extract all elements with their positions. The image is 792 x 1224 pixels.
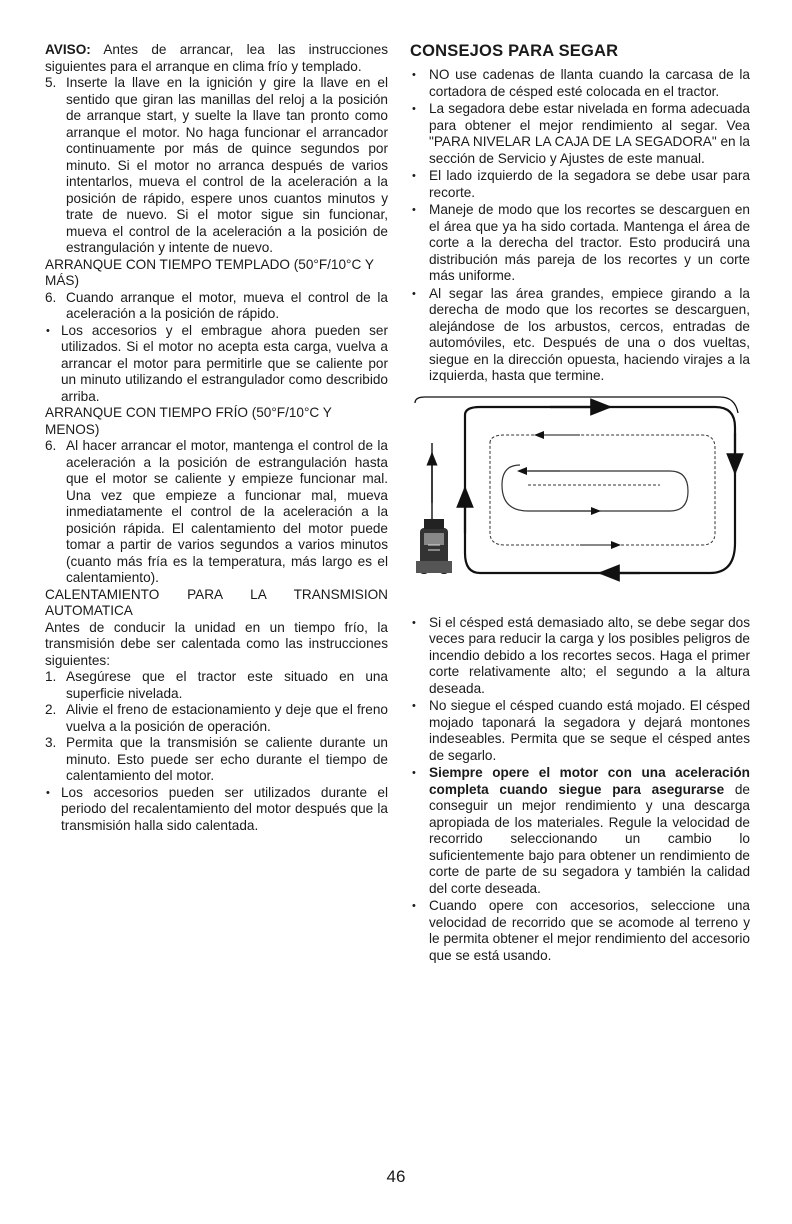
- bullet-dot: •: [412, 616, 416, 629]
- step-5: [45, 75, 388, 257]
- bullet-dot: •: [412, 900, 416, 912]
- tip-text: Maneje de modo que los recortes se descarguen en el área que ya ha sido cortada. Mantenga el área de corte a la derecha del tractor. Esto producirá una distribución más pareja de los recortes y un corte más uniforme.: [429, 202, 750, 283]
- tip-text: [429, 765, 750, 897]
- outer-path: [465, 407, 735, 573]
- tip-text: El lado izquierdo de la segadora se debe usar para recorte.: [429, 168, 750, 200]
- page-number: 46: [386, 1167, 406, 1186]
- bullet-dot: •: [412, 69, 416, 81]
- trans-step-1: [45, 669, 388, 702]
- aviso-text: Antes de arrancar, lea las instrucciones siguientes para el arranque en clima frío y templado.: [45, 42, 388, 74]
- step-text: Alivie el freno de estacionamiento y deje que el freno vuelva a la posición de operación.: [66, 702, 388, 734]
- step-number: 1.: [45, 669, 57, 684]
- step-text: Inserte la llave en la ignición y gire la llave en el sentido que giran las manillas del reloj a la posición de arranque start, y suelte la llave tan pronto como arranque el motor. No haga funcionar el arrancador continuamente por más de quince segundos por minuto. Si el motor no arranca después de varios intentarlos, mueva el control de la aceleración a la posición de rápido, espere unos cuantos minutos y trate de nuevo. Si el motor sigue sin funcionar, mueva el control de la aceleración a la posición de estrangulación y intente de nuevo.: [66, 75, 388, 255]
- inner-ring: [502, 465, 688, 511]
- step-number: 5.: [45, 75, 57, 90]
- bullet-text: Los accesorios pueden ser utilizados durante el periodo del recalentamiento del motor después que la transmisión halla sido calentada.: [61, 784, 388, 833]
- tip-bullet: [410, 765, 750, 897]
- tip-bullet: [410, 698, 750, 764]
- left-column: [45, 42, 388, 834]
- step-number: 6.: [45, 289, 57, 305]
- tip-strong-text: Siempre opere el motor con una aceleración completa cuando siegue para asegurarse: [429, 765, 750, 797]
- trans-step-3: [45, 735, 388, 785]
- step-number: 6.: [45, 438, 57, 453]
- bullet-dot: •: [412, 204, 416, 216]
- bullet-dot: •: [46, 324, 50, 337]
- tip-rest-text: de conseguir un mejor rendimiento y una descarga apropiada de los materiales. Regule la velocidad de recorrido seleccionando un cambio lo suficientemente bajo para obtener un rendimiento de corte de parte de su segadora y también la calidad del corte deseada.: [429, 781, 750, 896]
- step-6-cold: [45, 438, 388, 587]
- step-text: Cuando arranque el motor, mueva el control de la aceleración a la posición de rápido.: [66, 289, 388, 321]
- tip-bullet: [410, 615, 750, 698]
- heading-cold-start: ARRANQUE CON TIEMPO FRÍO (50°F/10°C Y MENOS): [45, 405, 332, 437]
- tip-bullet: [410, 286, 750, 385]
- bullet-trans-accessories: [45, 785, 388, 835]
- tractor-illustration: [416, 519, 452, 574]
- tip-bullet: [410, 168, 750, 201]
- tip-bullet: [410, 67, 750, 100]
- mowing-pattern-diagram: [410, 393, 750, 608]
- bullet-dot: •: [412, 767, 416, 779]
- aviso-paragraph: [45, 42, 388, 75]
- bullet-warm-accessories: [45, 323, 388, 406]
- step-number: 2.: [45, 702, 57, 717]
- step-text: Permita que la transmisión se caliente durante un minuto. Esto puede ser echo durante el tiempo de calentamiento del motor.: [66, 735, 388, 783]
- bullet-text: Los accesorios y el embrague ahora pueden ser utilizados. Si el motor no acepta esta carga, vuelva a arrancar el motor para permitirle que se caliente por un minuto utilizando el estrangulador como describido arriba.: [61, 322, 388, 404]
- trans-step-2: [45, 702, 388, 735]
- aviso-label: AVISO:: [45, 42, 91, 57]
- step-text: Al hacer arrancar el motor, mantenga el control de la aceleración a la posición de estrangulación hasta que el motor se caliente y empieze funcionar mal. Una vez que empieze a funcionar mal, mueva inmediatamente el control de la aceleración a la posición rápida. El calentamiento del motor puede tomar a partir de varios segundos a varios minutos (cuanto más fría es la temperatura, más largo es el calentamiento).: [66, 438, 388, 585]
- heading-warm-start: ARRANQUE CON TIEMPO TEMPLADO (50°F/10°C Y MÁS): [45, 256, 374, 288]
- tip-text: NO use cadenas de llanta cuando la carcasa de la cortadora de césped esté colocada en el tractor.: [429, 67, 750, 99]
- bullet-dot: •: [412, 700, 416, 712]
- mowing-pattern-svg: [410, 393, 750, 608]
- tip-text: Al segar las área grandes, empiece girando a la derecha de modo que los recortes se descarguen, alejándose de los arbustos, cercos, entradas de automóviles, etc. Después de una o dos vueltas, siegue en la dirección opuesta, haciendo virajes a la izquierda, hasta que termine.: [429, 285, 750, 383]
- tip-text: No siegue el césped cuando está mojado. El césped mojado taponará la segadora y dejará montones indeseables. Permita que se seque el césped antes de segarlo.: [429, 698, 750, 763]
- section-title: CONSEJOS PARA SEGAR: [410, 42, 619, 60]
- tip-bullet: [410, 202, 750, 285]
- step-text: Asegúrese que el tractor este situado en una superficie nivelada.: [66, 669, 388, 701]
- right-column: [410, 42, 750, 965]
- transmission-intro: Antes de conducir la unidad en un tiempo frío, la transmisión debe ser calentada como las instrucciones siguientes:: [45, 619, 388, 668]
- heading-transmission: CALENTAMIENTO PARA LA TRANSMISION AUTOMATICA: [45, 586, 388, 618]
- step-6-warm: [45, 290, 388, 323]
- bullet-dot: •: [412, 170, 416, 182]
- second-ring: [490, 435, 715, 545]
- step-number: 3.: [45, 735, 57, 750]
- tip-text: La segadora debe estar nivelada en forma adecuada para obtener el mejor rendimiento al segar. Vea "PARA NIVELAR LA CAJA DE LA SEGADORA" en la sección de Servicio y Ajustes de este manual.: [429, 101, 750, 166]
- tip-text: Cuando opere con accesorios, seleccione una velocidad de recorrido que se acomode al terreno y le permita obtener el mejor rendimiento del accesorio que se está usando.: [429, 898, 750, 963]
- bullet-dot: •: [412, 103, 416, 115]
- tip-bullet: [410, 101, 750, 167]
- bullet-dot: •: [412, 287, 416, 300]
- top-curve: [415, 397, 738, 413]
- bullet-dot: •: [46, 786, 50, 799]
- tip-text: Si el césped está demasiado alto, se debe segar dos veces para reducir la carga y los posibles peligros de incendio debido a los recortes secos. Haga el primer corte relativamente alto; el segundo a la altura deseada.: [429, 614, 750, 696]
- tip-bullet: [410, 898, 750, 964]
